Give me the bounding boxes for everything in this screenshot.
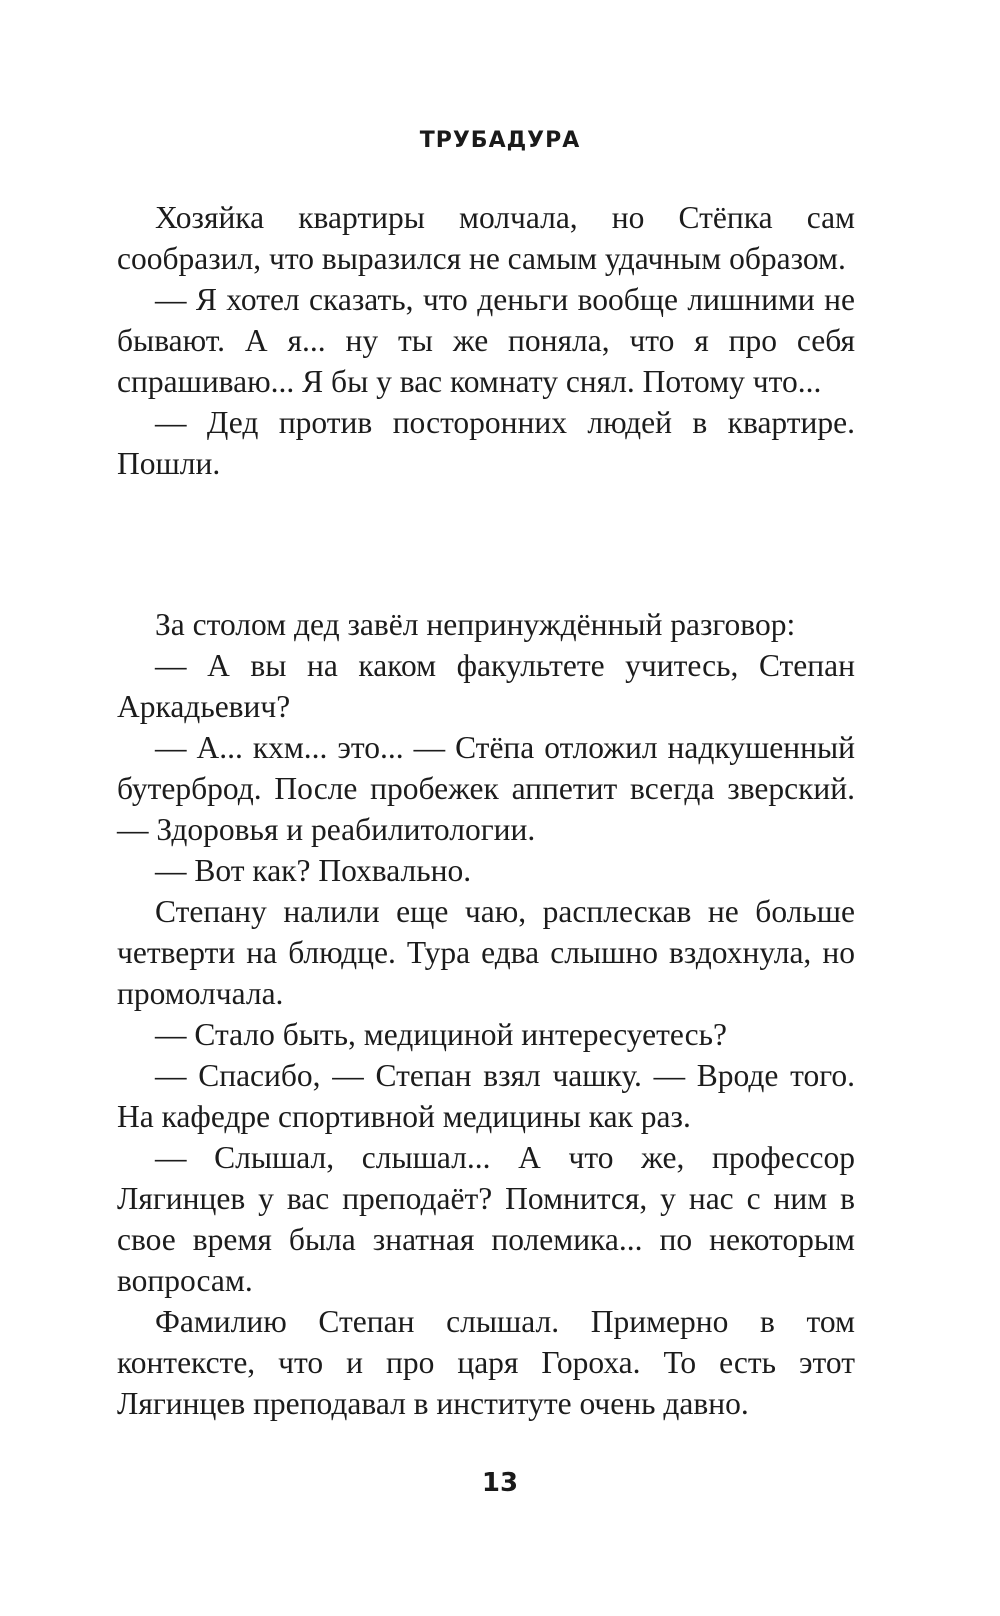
text-section-1 (117, 197, 855, 484)
paragraph: — Слышал, слышал... А что же, профессор Лягинцев у вас преподаёт? Помнится, у нас с ним в свое время была знатная полемика... по некоторым вопросам. (117, 1140, 855, 1298)
paragraph: Степану налили еще чаю, расплескав не больше четверти на блюдце. Тура едва слышно вздохнула, но промолчала. (117, 894, 855, 1011)
paragraph: — Вот как? Похвально. (155, 853, 472, 888)
paragraph: — Я хотел сказать, что деньги вообще лишними не бывают. А я... ну ты же поняла, что я про себя спрашиваю... Я бы у вас комнату снял. Потому что... (117, 282, 855, 399)
page-number: 13 (481, 1468, 519, 1498)
paragraph: — А вы на каком факультете учитесь, Степан Аркадьевич? (117, 648, 855, 724)
paragraph: — Стало быть, медициной интересуетесь? (155, 1017, 727, 1052)
running-title: ТРУБАДУРА (419, 128, 581, 153)
paragraph: Хозяйка квартиры молчала, но Стёпка сам сообразил, что выразился не самым удачным образом. (117, 200, 855, 276)
paragraph: За столом дед завёл непринуждённый разговор: (155, 607, 796, 642)
text-section-2 (117, 604, 855, 1424)
paragraph: — Спасибо, — Степан взял чашку. — Вроде того. На кафедре спортивной медицины как раз. (117, 1058, 855, 1134)
paragraph: Фамилию Степан слышал. Примерно в том контексте, что и про царя Гороха. То есть этот Лягинцев преподавал в институте очень давно. (117, 1304, 855, 1421)
paragraph: — А... кхм... это... — Стёпа отложил надкушенный бутерброд. После пробежек аппетит всегда зверский. — Здоровья и реабилитологии. (117, 730, 855, 847)
paragraph: — Дед против посторонних людей в квартире. Пошли. (117, 405, 855, 481)
